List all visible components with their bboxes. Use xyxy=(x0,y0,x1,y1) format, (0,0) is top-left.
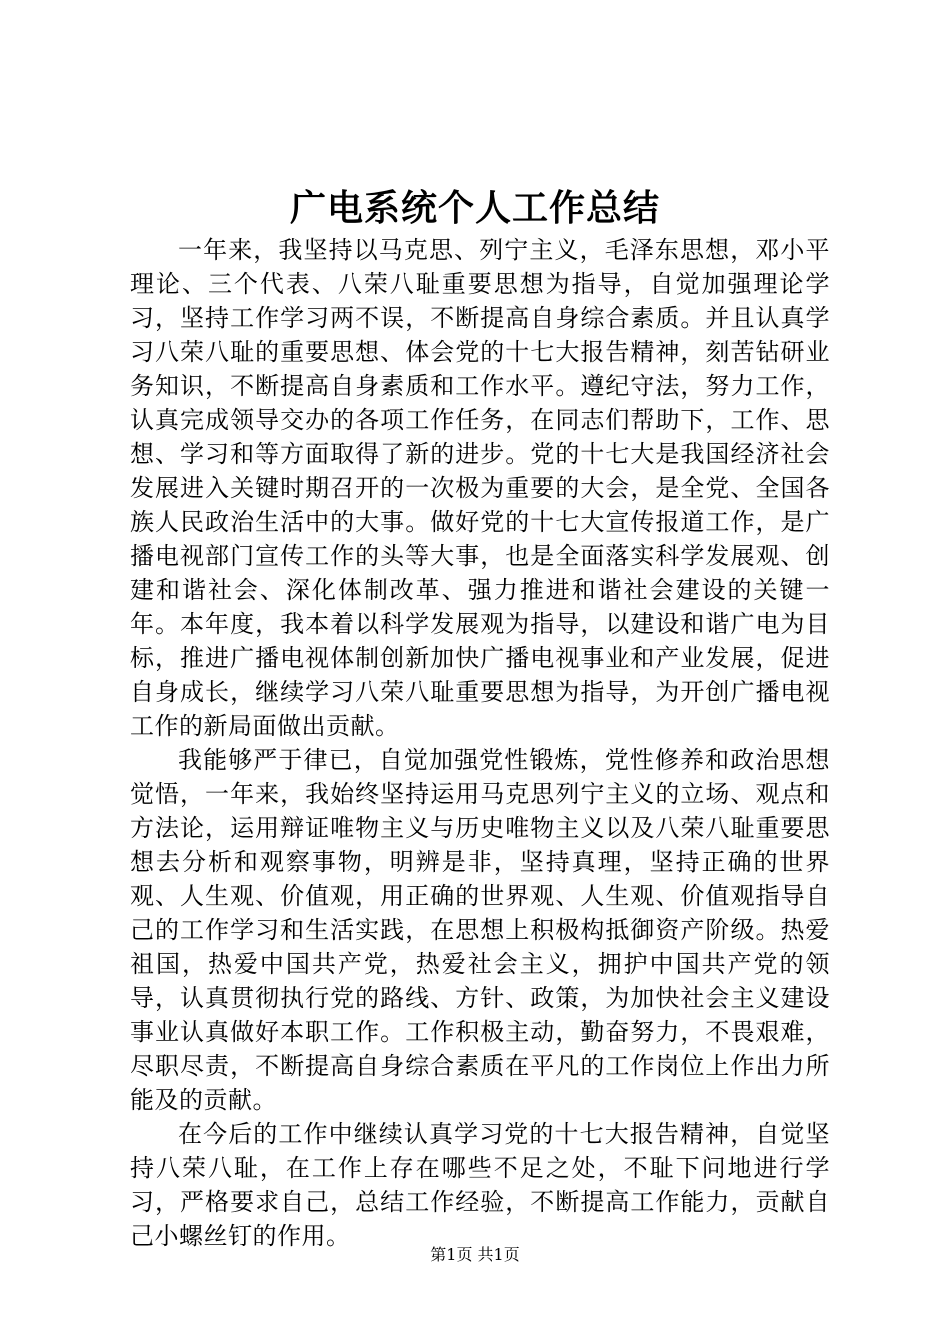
page-footer: 第1页 共1页 xyxy=(430,1245,520,1264)
paragraph-3: 在今后的工作中继续认真学习党的十七大报告精神，自觉坚持八荣八耻，在工作上存在哪些不足之处，不耻下问地进行学习，严格要求自己，总结工作经验，不断提高工作能力，贡献自己小螺丝钉的作用。 xyxy=(130,1120,830,1250)
paragraph-2: 我能够严于律已，自觉加强党性锻炼，党性修养和政治思想觉悟，一年来，我始终坚持运用马克思列宁主义的立场、观点和方法论，运用辩证唯物主义与历史唯物主义以及八荣八耻重要思想去分析和观察事物，明辨是非，坚持真理，坚持正确的世界观、人生观、价值观，用正确的世界观、人生观、价值观指导自己的工作学习和生活实践，在思想上积极构抵御资产阶级。热爱祖国，热爱中国共产党，热爱社会主义，拥护中国共产党的领导，认真贯彻执行党的路线、方针、政策，为加快社会主义建设事业认真做好本职工作。工作积极主动，勤奋努力，不畏艰难，尽职尽责，不断提高自身综合素质在平凡的工作岗位上作出力所能及的贡献。 xyxy=(130,746,830,1114)
paragraph-1: 一年来，我坚持以马克思、列宁主义，毛泽东思想，邓小平理论、三个代表、八荣八耻重要思想为指导，自觉加强理论学习，坚持工作学习两不误，不断提高自身综合素质。并且认真学习八荣八耻的重要思想、体会党的十七大报告精神，刻苦钻研业务知识，不断提高自身素质和工作水平。遵纪守法，努力工作，认真完成领导交办的各项工作任务，在同志们帮助下，工作、思想、学习和等方面取得了新的进步。党的十七大是我国经济社会发展进入关键时期召开的一次极为重要的大会，是全党、全国各族人民政治生活中的大事。做好党的十七大宣传报道工作，是广播电视部门宣传工作的头等大事，也是全面落实科学发展观、创建和谐社会、深化体制改革、强力推进和谐社会建设的关键一年。本年度，我本着以科学发展观为指导，以建设和谐广电为目标，推进广播电视体制创新加快广播电视事业和产业发展，促进自身成长，继续学习八荣八耻重要思想为指导，为开创广播电视工作的新局面做出贡献。 xyxy=(130,236,830,740)
document-body xyxy=(130,233,830,1253)
document-title: 广电系统个人工作总结 xyxy=(289,187,660,229)
